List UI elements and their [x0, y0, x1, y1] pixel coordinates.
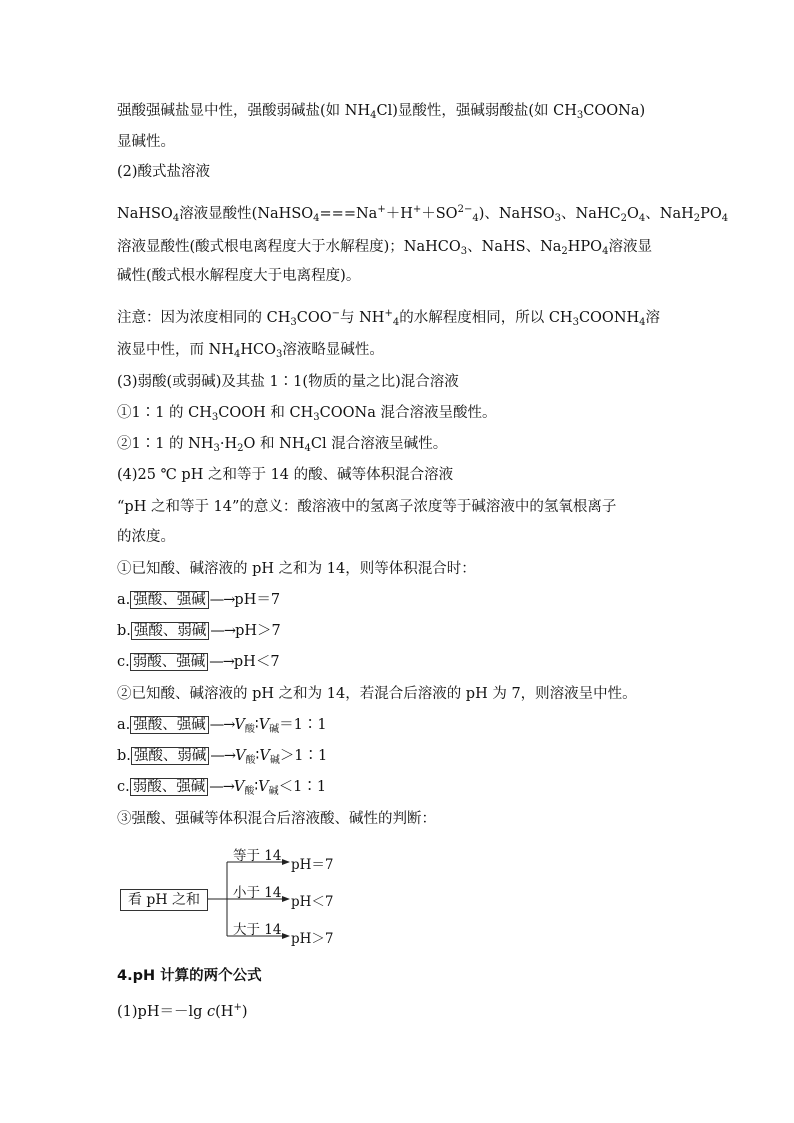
- paragraph-line: 的浓度。: [117, 529, 175, 545]
- list-item: b. 强酸、弱碱 —→pH＞7: [117, 623, 281, 639]
- list-item: b. 强酸、弱碱 $—\to V_酸∶V_碱>1∶1$: [117, 748, 328, 766]
- section-heading: (3)弱酸(或弱碱)及其盐 1∶1(物质的量之比)混合溶液: [117, 374, 459, 390]
- equation-line: NaHSO$_4$溶液显酸性$(NaHSO_4===Na^++H^++SO^{2-}_4)$、NaHSO$_3$、$NaHC_2O_4$、$NaH_2PO_4$: [117, 204, 729, 224]
- paragraph-line: 碱性(酸式根水解程度大于电离程度)。: [117, 268, 361, 284]
- branch-condition: 小于 14: [233, 885, 282, 901]
- paragraph-line: 强酸强碱盐显中性，强酸弱碱盐(如 $NH_4Cl$)显酸性，强碱弱酸盐(如 $CH_3COONa$): [117, 103, 646, 121]
- formula-line: (1)pH＝－lg c(H+): [117, 1002, 248, 1020]
- branch-condition: 大于 14: [233, 922, 282, 938]
- paragraph-line: ②1∶1 的 $NH_3\cdot H_2O$ 和 $NH_4Cl$ 混合溶液呈碱性。: [117, 436, 448, 454]
- paragraph-line: ②已知酸、碱溶液的 pH 之和为 14，若混合后溶液的 pH 为 7，则溶液呈中性。: [117, 686, 637, 702]
- diagram-root-box: 看 pH 之和: [120, 889, 208, 911]
- list-item: c. 弱酸、强碱 —→pH＜7: [117, 654, 280, 670]
- paragraph-line: ①1∶1 的 $CH_3COOH$ 和 $CH_3COONa$ 混合溶液呈酸性。: [117, 405, 497, 423]
- list-item: a. 强酸、强碱 —→pH＝7: [117, 592, 281, 608]
- paragraph-line: 显碱性。: [117, 134, 175, 150]
- paragraph-line: “pH 之和等于 14”的意义：酸溶液中的氢离子浓度等于碱溶液中的氢氧根离子: [117, 499, 617, 515]
- list-item: a. 强酸、强碱 $—\to V_酸∶V_碱=1∶1$: [117, 717, 327, 735]
- note-line: 注意：因为浓度相同的 $CH_3COO^-$与 $NH^+_4$的水解程度相同，所以 $CH_3COONH_4$溶: [117, 308, 661, 328]
- branch-result: pH＝7: [291, 857, 334, 873]
- paragraph-line: 液显中性，而 $NH_4HCO_3$溶液略显碱性。: [117, 342, 384, 360]
- section-heading: (4)25 ℃ pH 之和等于 14 的酸、碱等体积混合溶液: [117, 467, 454, 483]
- ph-sum-diagram: [117, 844, 417, 959]
- branch-condition: 等于 14: [233, 848, 282, 864]
- branch-result: pH＞7: [291, 931, 334, 947]
- section-heading: (2)酸式盐溶液: [117, 164, 211, 180]
- paragraph-line: ①已知酸、碱溶液的 pH 之和为 14，则等体积混合时：: [117, 561, 476, 577]
- list-item: c. 弱酸、强碱 $—\to V_酸∶V_碱<1∶1$: [117, 779, 327, 797]
- paragraph-line: ③强酸、强碱等体积混合后溶液酸、碱性的判断：: [117, 811, 436, 827]
- paragraph-line: 溶液显酸性(酸式根电离程度大于水解程度)；NaHCO$_3$、NaHS、$Na_2HPO_4$溶液显: [117, 239, 652, 257]
- branch-result: pH＜7: [291, 894, 334, 910]
- section-heading: 4.pH 计算的两个公式: [117, 968, 262, 984]
